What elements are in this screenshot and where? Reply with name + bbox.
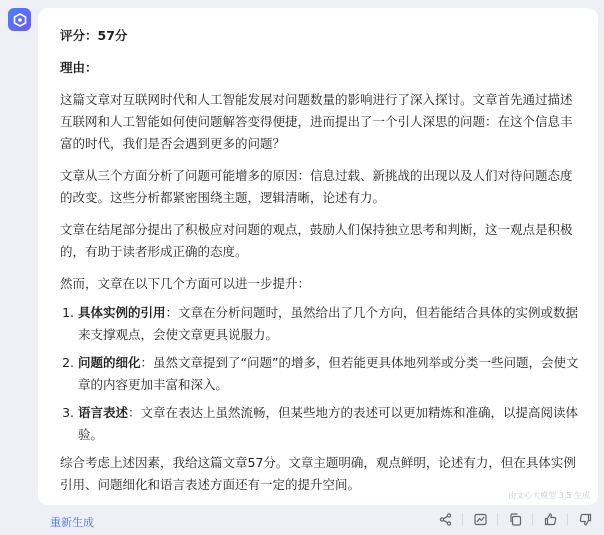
list-item: [78, 302, 580, 346]
reason-label: 理由：: [60, 60, 98, 75]
list-item-text: ：虽然文章提到了“问题”的增多，但若能更具体地列举或分类一些问题，会使文章的内容更加丰富和深入。: [78, 355, 579, 392]
thumbs-down-icon[interactable]: [578, 512, 592, 526]
divider: [462, 513, 463, 525]
paragraph-4: 然而，文章在以下几个方面可以进一步提升：: [60, 276, 311, 291]
watermark: 由文心大模型 3.5 生成: [508, 491, 590, 500]
conclusion: 综合考虑上述因素，我给这篇文章57分。文章主题明确，观点鲜明，论述有力，但在具体实例引用、问题细化和语言表述方面还有一定的提升空间。: [60, 455, 576, 492]
divider: [567, 513, 568, 525]
response-card: [38, 8, 598, 505]
action-bar: [438, 512, 592, 526]
list-item: [78, 402, 580, 446]
list-item-title: 语言表述: [78, 405, 129, 420]
list-item-text: ：文章在表达上虽然流畅，但某些地方的表述可以更加精炼和准确，以提高阅读体验。: [78, 405, 579, 442]
list-item-title: 问题的细化: [78, 355, 141, 370]
divider: [497, 513, 498, 525]
thumbs-up-icon[interactable]: [543, 512, 557, 526]
paragraph-2: 文章从三个方面分析了问题可能增多的原因：信息过载、新挑战的出现以及人们对待问题态度的改变。这些分析都紧密围绕主题，逻辑清晰，论述有力。: [60, 168, 573, 205]
share-icon[interactable]: [438, 512, 452, 526]
list-item-text: ：文章在分析问题时，虽然给出了几个方向，但若能结合具体的实例或数据来支撑观点，会使文章更具说服力。: [78, 305, 579, 342]
score-line: 评分：57分: [60, 28, 128, 43]
assistant-avatar: [8, 8, 31, 31]
improvement-list: [60, 302, 580, 446]
copy-icon[interactable]: [508, 512, 522, 526]
assistant-logo-icon: [13, 13, 27, 27]
paragraph-1: 这篇文章对互联网时代和人工智能发展对问题数量的影响进行了深入探讨。文章首先通过描述互联网和人工智能如何使问题解答变得便捷，进而提出了一个引人深思的问题：在这个信息丰富的时代，我们是否会遇到更多的问题？: [60, 92, 573, 151]
list-item: [78, 352, 580, 396]
chart-icon[interactable]: [473, 512, 487, 526]
regenerate-button[interactable]: 重新生成: [50, 516, 94, 529]
divider: [532, 513, 533, 525]
list-item-title: 具体实例的引用: [78, 305, 166, 320]
paragraph-3: 文章在结尾部分提出了积极应对问题的观点，鼓励人们保持独立思考和判断，这一观点是积极的，有助于读者形成正确的态度。: [60, 222, 573, 259]
